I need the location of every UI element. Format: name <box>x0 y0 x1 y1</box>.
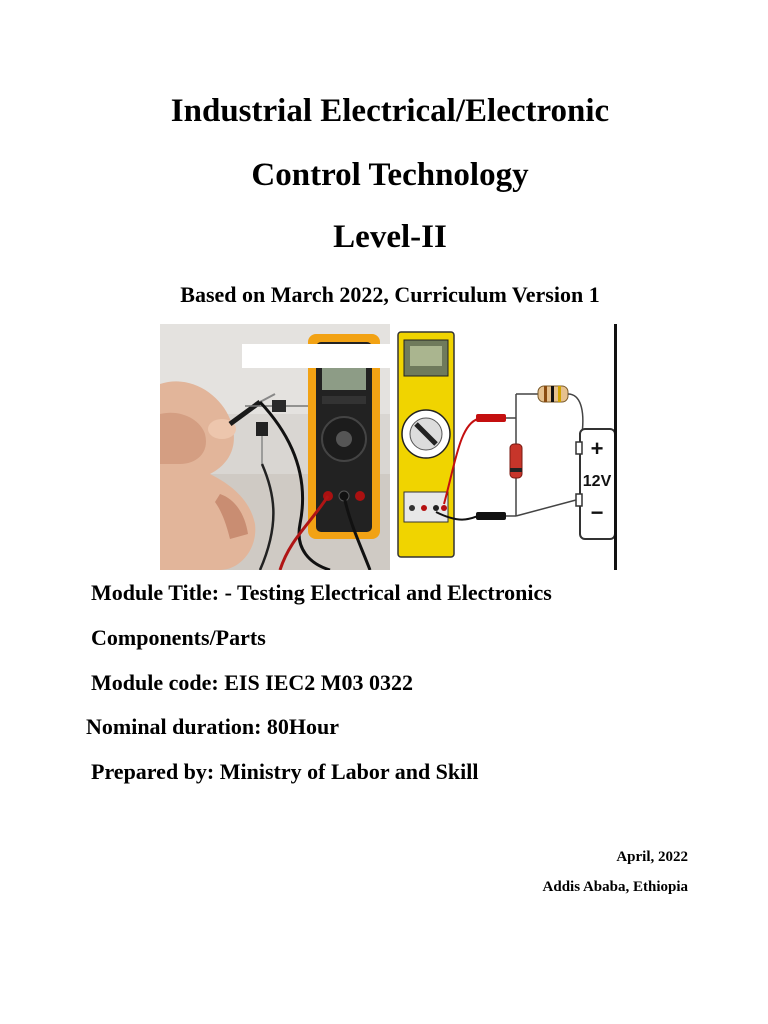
circuit-diagram <box>390 324 617 570</box>
level-heading: Level-II <box>333 219 447 255</box>
document-title-line1: Industrial Electrical/Electronic <box>170 93 610 129</box>
battery-minus-sign: − <box>590 500 604 525</box>
document-title-line2: Control Technology <box>251 157 529 193</box>
module-title-line2: Components/Parts <box>91 625 266 650</box>
battery-voltage-label: 12V <box>582 473 612 490</box>
publication-date: April, 2022 <box>616 849 688 865</box>
prepared-by: Prepared by: Ministry of Labor and Skill <box>91 759 479 784</box>
publication-location: Addis Ababa, Ethiopia <box>542 879 688 895</box>
battery-plus-sign: + <box>590 436 604 461</box>
nominal-duration: Nominal duration: 80Hour <box>86 714 340 739</box>
curriculum-version: Based on March 2022, Curriculum Version 1 <box>180 282 600 307</box>
module-title-line1: Module Title: - Testing Electrical and Electronics <box>91 580 552 605</box>
module-code: Module code: EIS IEC2 M03 0322 <box>91 670 414 695</box>
cover-illustration <box>160 324 620 570</box>
